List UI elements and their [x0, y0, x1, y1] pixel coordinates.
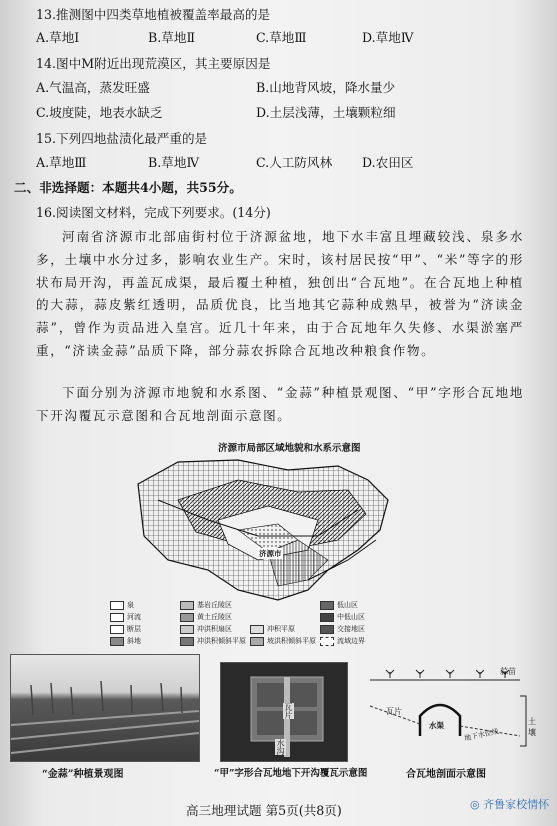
legend-item: 斜地	[110, 636, 141, 647]
section-seedling-label: 蒜苗	[500, 667, 516, 676]
section-water-level-label: 地下水位线	[463, 727, 500, 743]
question-16-title: 16.阅读图文材料，完成下列要求。(14分)	[36, 205, 271, 220]
legend-item: 黄土丘陵区	[180, 612, 232, 623]
question-14: 14.图中M附近出现荒漠区，其主要原因是	[36, 56, 271, 71]
legend-item: 交接地区	[320, 624, 365, 635]
legend-item: 冲洪积倾斜平原	[180, 636, 246, 647]
map-city-label: 济源市	[259, 549, 282, 558]
legend-item: 基岩丘陵区	[180, 600, 232, 611]
photo1-caption: “金蒜”种植景观图	[42, 769, 124, 780]
watermark: ◎ 齐鲁家校情怀	[470, 798, 550, 811]
q13-option-b: B.草地Ⅱ	[148, 30, 196, 45]
legend-item: 中低山区	[320, 612, 365, 623]
q14-option-d: D.土层浅薄，土壤颗粒细	[256, 105, 396, 120]
section-tile-label: 瓦片	[386, 707, 402, 716]
wechat-icon: ◎	[470, 798, 484, 811]
material-paragraph-2: 下面分别为济源市地貌和水系图、“金蒜”种植景观图、“甲”字形合瓦地地下开沟覆瓦示意图和合瓦地剖面示意图。	[36, 385, 524, 423]
legend-item: 河流	[110, 612, 141, 623]
q14-option-a: A.气温高，蒸发旺盛	[36, 80, 150, 95]
map-title: 济源市局部区域地貌和水系示意图	[218, 443, 361, 454]
q13-option-a: A.草地Ⅰ	[36, 30, 80, 45]
photo3-caption: 合瓦地剖面示意图	[406, 769, 486, 780]
photo2-ditch-label: 水沟	[276, 739, 285, 755]
q15-option-c: C.人工防风林	[256, 155, 333, 170]
question-15: 15.下列四地盐渍化最严重的是	[36, 131, 208, 146]
legend-item: 坡洪积倾斜平原	[250, 636, 316, 647]
q14-option-b: B.山地背风坡，降水量少	[256, 80, 396, 95]
map-legend	[110, 600, 440, 648]
legend-item: 冲洪积扇区	[180, 624, 232, 635]
q14-option-c: C.坡度陡，地表水缺乏	[36, 105, 163, 120]
legend-item: 断层	[110, 624, 141, 635]
photo2-tile-label: 瓦片	[284, 703, 293, 719]
material-paragraph-1: 河南省济源市北部庙街村位于济源盆地，地下水丰富且埋藏较浅、泉多水多，土壤中水分过多，影响农业生产。宋时，该村居民按“甲”、“米”等字的形状布局开沟，再盖瓦成渠，最后覆土种植，独创出“合瓦地”。在合瓦地上种植的大蒜，蒜皮紫红透明，品质优良，比当地其它蒜种成熟早，被誉为“济读金蒜”，曾作为贡品进入皇宫。近几十年来，由于合瓦地年久失修、水渠淤塞严重，“济读金蒜”品质下降，部分蒜农拆除合瓦地改种粮食作物。	[36, 229, 524, 358]
q15-option-b: B.草地Ⅳ	[148, 155, 200, 170]
legend-item: 泉	[110, 600, 134, 611]
section-diagram	[360, 666, 540, 762]
ditch-layout-photo	[220, 662, 348, 762]
photo2-caption: “甲”字形合瓦地地下开沟覆瓦示意图	[214, 768, 368, 779]
q15-option-a: A.草地Ⅲ	[36, 155, 87, 170]
q13-option-d: D.草地Ⅳ	[362, 30, 414, 45]
legend-item: 低山区	[320, 600, 358, 611]
legend-item: 冲积平原	[250, 624, 295, 635]
page-footer: 高三地理试题 第5页(共8页)	[186, 803, 342, 818]
section-channel-label: 水渠	[429, 721, 444, 730]
q13-option-c: C.草地Ⅲ	[256, 30, 307, 45]
section-soil-label: 土壤	[528, 717, 536, 737]
question-13: 13.推测图中四类草地植被覆盖率最高的是	[36, 7, 271, 22]
garlic-field-photo	[10, 654, 200, 762]
section-title: 二、非选择题：本题共4小题，共55分。	[14, 180, 242, 195]
legend-item: 流域边界	[320, 636, 365, 647]
q15-option-d: D.农田区	[362, 155, 414, 170]
